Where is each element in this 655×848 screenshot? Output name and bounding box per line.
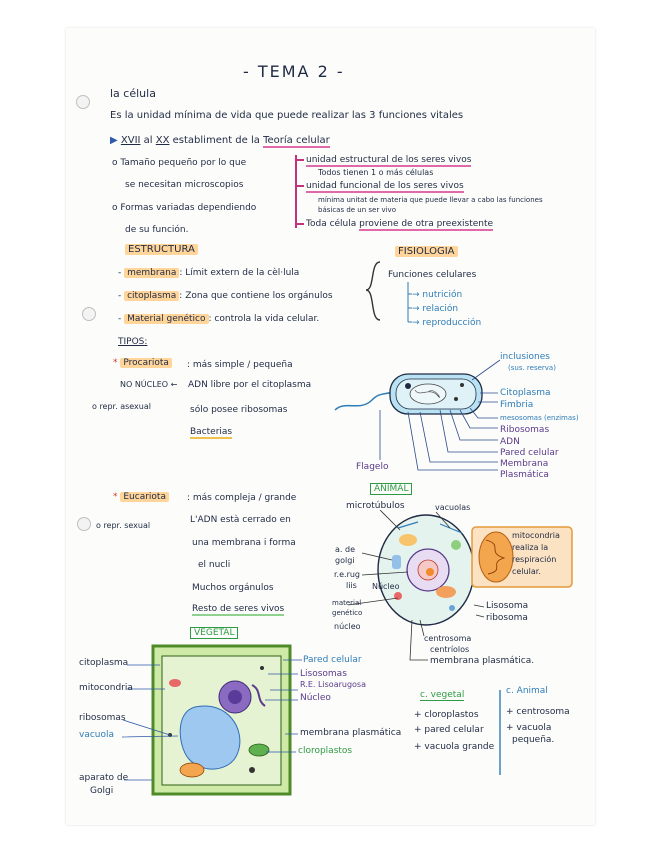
procariota-note-2: o repr. asexual [92,402,151,411]
label-centriolos: centríolos [430,645,470,654]
label-membrana-pro: Membrana [500,459,549,469]
eucariota-line-5: Muchos orgánulos [192,583,274,593]
estructura-item-material: - Material genético : controla la vida celular. [118,314,320,324]
veg-label-golgi: Golgi [90,786,114,796]
eucariota-line-1: : más compleja / grande [187,493,297,503]
eucariota-line-3: una membrana i forma [192,538,296,548]
comparison-right-3: pequeña. [512,735,555,745]
fisiologia-label: Funciones celulares [388,270,477,280]
eucariota-line-6: Resto de seres vivos [192,604,285,614]
fisiologia-item-1: → nutrición [412,290,463,300]
veg-label-mitocondria: mitocondria [79,683,133,693]
mito-note-4: celular. [512,567,541,576]
comparison-right-2: + vacuola [506,723,552,733]
veg-label-pared: Pared celular [303,655,362,665]
veg-label-re: R.E. Lisoarugosa [300,680,367,689]
label-plasmatica-pro: Plasmática [500,470,549,480]
century-b: XX [155,135,170,146]
tipos-label: TIPOS: [118,337,148,347]
theory-point-2: unidad funcional de los seres vivos [306,181,464,191]
comparison-left-1: + cloroplastos [414,710,479,720]
fisiologia-header: FISIOLOGIA [395,246,458,257]
bullet-size-1: o Tamaño pequeño por lo que [112,158,247,168]
cell-theory-term: Teoría celular [263,135,330,146]
label-inclusiones: inclusiones [500,352,550,362]
century-a: XVII [120,135,141,146]
label-pared-pro: Pared celular [500,448,559,458]
page-title: - TEMA 2 - [243,62,345,81]
bullet-shape-2: de su función. [125,225,189,235]
cell-definition: Es la unidad mínima de vida que puede realizar las 3 funciones vitales [110,110,464,121]
veg-label-cloroplastos: cloroplastos [298,746,353,756]
label-ribosomas-pro: Ribosomas [500,425,550,435]
label-centrosoma: centrosoma [424,634,472,643]
mito-note-2: realiza la [512,543,549,552]
label-citoplasma-pro: Citoplasma [500,388,551,398]
procariota-note-1: NO NÚCLEO ← [120,380,178,389]
label-membrana-animal: membrana plasmática. [430,656,535,666]
fisiologia-item-3: → reproducción [412,318,482,328]
label-microtubulos: microtúbulos [346,501,405,511]
procariota-line-1: : más simple / pequeña [187,360,293,370]
veg-label-ribosomas: ribosomas [79,713,126,723]
label-material-genetico: material genético [332,599,363,617]
comparison-right-header: c. Animal [506,686,548,696]
procariota-title: * Procariota [113,358,172,368]
label-vacuolas: vacuolas [435,503,471,512]
bullet-shape-1: o Formas variadas dependiendo [112,203,257,213]
label-golgi: a. de golgi [335,545,355,565]
label-nucleo-2: núcleo [334,622,361,631]
veg-label-lisosomas: Lisosomas [300,669,347,679]
veg-label-membrana: membrana plasmática [300,728,402,738]
fisiologia-item-2: → relación [412,304,459,314]
theory-line: ▶ XVII al XX establiment de la Teoría celular [110,135,330,146]
theory-point-1: unidad estructural de los seres vivos [306,155,472,165]
label-lisosoma: Lisosoma [486,601,529,611]
eucariota-line-2: L'ADN està cerrado en [190,515,291,525]
theory-point-2-sub: mínima unitat de materia que puede llevar a cabo las funciones básicas de un ser vivo [318,196,543,214]
comparison-right-1: + centrosoma [506,707,570,717]
comparison-left-header: c. vegetal [420,690,465,700]
label-flagelo: Flagelo [356,462,389,472]
prokaryote-diagram [335,360,500,470]
theory-point-1-sub: Todos tienen 1 o más células [318,168,434,177]
mito-note-1: mitocondria [512,531,560,540]
label-sus-reserva: (sus. reserva) [508,364,556,372]
eucariota-title: * Eucariota [113,492,169,502]
procariota-line-3: sólo posee ribosomas [190,405,288,415]
theory-point-3: Toda célula proviene de otra preexistente [306,219,494,229]
comparison-left-3: + vacuola grande [414,742,495,752]
animal-header: ANIMAL [370,483,412,495]
label-adn: ADN [500,437,520,447]
procariota-line-2: ADN libre por el citoplasma [188,380,312,390]
comparison-left-2: + pared celular [414,725,484,735]
plant-cell-diagram [122,646,302,794]
label-fimbria: Fimbria [500,400,534,410]
section-subtitle: la célula [110,87,156,100]
procariota-line-4: Bacterias [190,427,233,437]
mito-note-3: respiración [512,555,557,564]
eucariota-note: o repr. sexual [96,521,151,530]
label-ribosoma: ribosoma [486,613,528,623]
label-rerug: r.e.rug [334,570,360,579]
veg-label-aparato: aparato de [79,773,129,783]
veg-label-nucleo: Núcleo [300,693,331,703]
estructura-header: ESTRUCTURA [125,244,198,255]
vegetal-header: VEGETAL [190,627,238,639]
label-liis: liis [346,581,357,590]
label-nucleo-animal: Núcleo [372,582,400,591]
label-mesosomas: mesosomas (enzimas) [500,414,579,422]
estructura-item-citoplasma: - citoplasma : Zona que contiene los orgánulos [118,291,333,301]
estructura-item-membrana: - membrana : Límit extern de la cèl·lula [118,268,300,278]
bullet-size-2: se necesitan microscopios [125,180,244,190]
veg-label-vacuola: vacuola [79,730,115,740]
eucariota-line-4: el nucli [198,560,231,570]
veg-label-citoplasma: citoplasma [79,658,129,668]
